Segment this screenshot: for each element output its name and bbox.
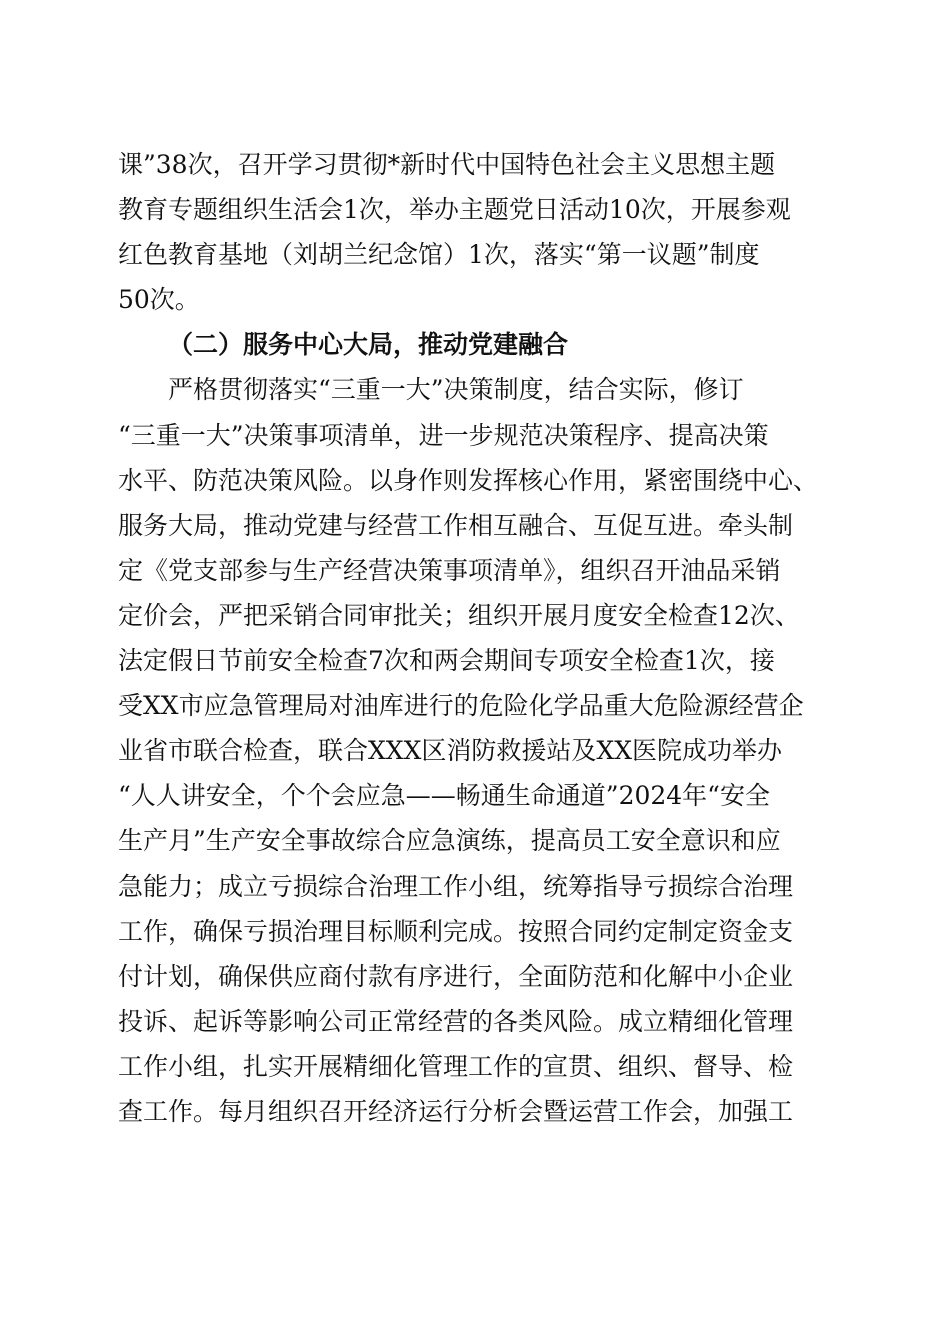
text-line: 50次。	[118, 285, 200, 315]
section-heading: （二）服务中心大局，推动党建融合	[168, 330, 569, 360]
text-line: 水平、防范决策风险。以身作则发挥核心作用，紧密围绕中心、	[118, 465, 819, 495]
text-line: 教育专题组织生活会1次，举办主题党日活动10次，开展参观	[118, 195, 791, 225]
text-line: 受XX市应急管理局对油库进行的危险化学品重大危险源经营企	[118, 691, 804, 721]
text-line: 生产月”生产安全事故综合应急演练，提高员工安全意识和应	[118, 826, 781, 856]
text-line: 严格贯彻落实“三重一大”决策制度，结合实际，修订	[168, 375, 744, 405]
text-line: 付计划，确保供应商付款有序进行，全面防范和化解中小企业	[118, 961, 794, 991]
text-line: 急能力；成立亏损综合治理工作小组，统筹指导亏损综合治理	[118, 871, 794, 901]
text-line: 业省市联合检查，联合XXX区消防救援站及XX医院成功举办	[118, 736, 782, 766]
body-text	[118, 142, 838, 1134]
text-line: 课”38次，召开学习贯彻*新时代中国特色社会主义思想主题	[118, 150, 776, 179]
text-line: 工作，确保亏损治理目标顺利完成。按照合同约定制定资金支	[118, 916, 794, 946]
text-line: 工作小组，扎实开展精细化管理工作的宣贯、组织、督导、检	[118, 1051, 794, 1081]
text-line: 投诉、起诉等影响公司正常经营的各类风险。成立精细化管理	[118, 1006, 794, 1036]
text-line: “三重一大”决策事项清单，进一步规范决策程序、提高决策	[118, 420, 769, 450]
text-line: 服务大局，推动党建与经营工作相互融合、互促互进。牵头制	[118, 510, 794, 540]
text-line: 定《党支部参与生产经营决策事项清单》，组织召开油品采销	[118, 555, 781, 585]
text-line: 定价会，严把采销合同审批关；组织开展月度安全检查12次、	[118, 600, 800, 630]
text-line: 红色教育基地（刘胡兰纪念馆）1次，落实“第一议题”制度	[118, 240, 760, 270]
text-line: “人人讲安全，个个会应急——畅通生命通道”2024年“安全	[118, 781, 770, 811]
text-line: 法定假日节前安全检查7次和两会期间专项安全检查1次，接	[118, 646, 775, 676]
text-line: 查工作。每月组织召开经济运行分析会暨运营工作会，加强工	[118, 1096, 794, 1126]
